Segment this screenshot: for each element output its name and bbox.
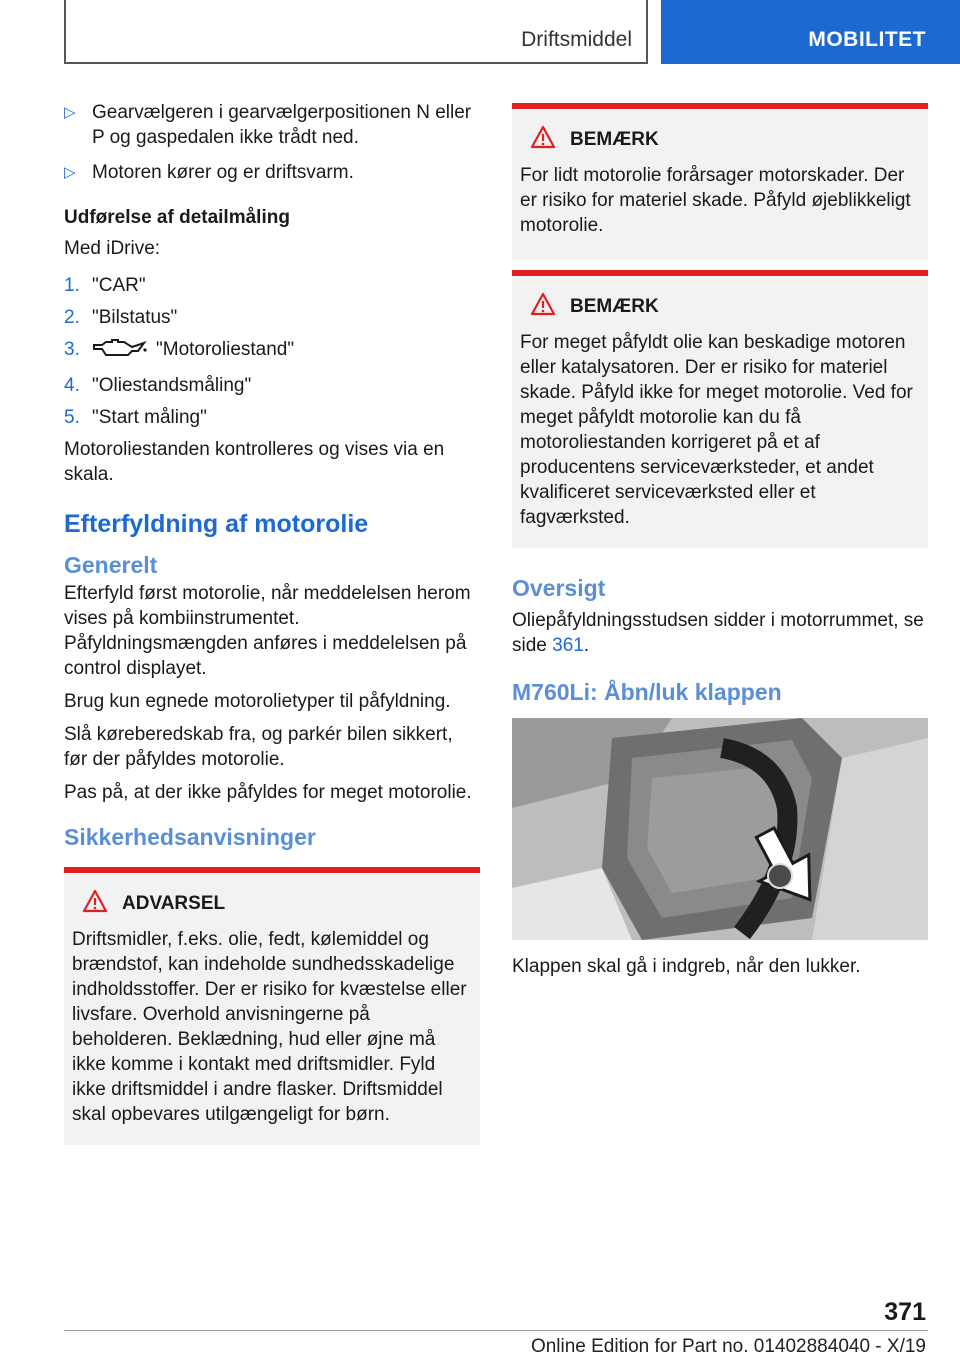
bullet-item xyxy=(64,160,480,185)
triangle-bullet-icon: ▷ xyxy=(64,104,76,121)
notice-title: BEMÆRK xyxy=(570,296,659,317)
notice-title: BEMÆRK xyxy=(570,129,659,150)
general-paragraph: Efterfyld først motorolie, når meddelelsen herom vises på kombiinstrumentet. Påfyldningsmængden anføres i meddelelsen på control displayet. xyxy=(64,583,471,679)
photo-caption: Klappen skal gå i indgreb, når den lukker. xyxy=(512,956,861,977)
warning-body: Driftsmidler, f.eks. olie, fedt, kølemiddel og brændstof, kan indeholde sundhedsskadelige indholdsstoffer. Der er risiko for kvæstelse eller livsfare. Overhold anvisningerne på beholderen. Beklædning, hud eller øjne må ikke komme i kontakt med driftsmidler. Fyld ikke driftsmiddel i andre flasker. Driftsmiddel skal opbevares utilgængeligt for børn. xyxy=(72,929,467,1125)
step-item xyxy=(64,305,480,330)
main-heading: Efterfyldning af motorolie xyxy=(64,510,369,538)
overview-period: . xyxy=(583,635,590,656)
m760-heading: M760Li: Åbn/luk klappen xyxy=(512,679,782,705)
warning-triangle-icon xyxy=(530,125,570,155)
header-chapter-tab[interactable] xyxy=(661,0,960,64)
idrive-intro: Med iDrive: xyxy=(64,238,161,259)
footer-edition: Online Edition for Part no. 01402884040 - X/19 xyxy=(530,1336,926,1357)
general-paragraph: Slå køreberedskab fra, og parkér bilen sikkert, før der påfyldes motorolie. xyxy=(64,724,453,770)
result-text: Motoroliestanden kontrolleres og vises via en skala. xyxy=(64,439,445,485)
overview-heading: Oversigt xyxy=(512,575,606,601)
step-item xyxy=(64,405,480,430)
overview-text xyxy=(512,608,928,658)
right-column xyxy=(512,103,928,987)
step-item xyxy=(64,373,480,398)
left-column xyxy=(64,100,480,1155)
header-chapter-label: MOBILITET xyxy=(808,28,926,51)
header-section-title: Driftsmiddel xyxy=(521,28,632,51)
warning-box xyxy=(64,867,480,1145)
engine-bay-illustration xyxy=(512,718,928,940)
header-section-box xyxy=(64,0,648,64)
notice-body: For lidt motorolie forårsager motorskader. Der er risiko for materiel skade. Påfyld øjeblikkeligt motorolie. xyxy=(520,165,911,236)
notice-title-row xyxy=(520,292,920,322)
page-link[interactable]: 361 xyxy=(552,635,584,656)
step-text: "Start måling" xyxy=(92,407,207,428)
step-text: "Motoroliestand" xyxy=(156,339,295,360)
general-paragraph: Pas på, at der ikke påfyldes for meget motorolie. xyxy=(64,782,472,803)
notice-title-row xyxy=(520,125,920,155)
page-number: 371 xyxy=(884,1298,926,1326)
step-number: 1. xyxy=(64,275,80,296)
engine-bay-photo xyxy=(512,718,928,940)
step-text: "CAR" xyxy=(92,275,146,296)
oil-can-icon xyxy=(92,337,148,366)
bullet-text: Gearvælgeren i gearvælgerpositionen N eller P og gaspedalen ikke trådt ned. xyxy=(92,102,472,148)
notice-body: For meget påfyldt olie kan beskadige motoren eller katalysatoren. Der er risiko for materiel skade. Påfyld ikke for meget motorolie. Ved for meget påfyldt motorolie kan du få motoroliestanden korrigeret på et af producentens serviceværksteder, et andet kvalificeret serviceværksted eller et fagværksted. xyxy=(520,332,913,528)
general-heading: Generelt xyxy=(64,552,158,578)
warning-triangle-icon xyxy=(530,292,570,322)
general-paragraph: Brug kun egnede motorolietyper til påfyldning. xyxy=(64,691,451,712)
step-text: "Oliestandsmåling" xyxy=(92,375,252,396)
triangle-bullet-icon: ▷ xyxy=(64,164,76,181)
notice-box xyxy=(512,103,928,260)
warning-title: ADVARSEL xyxy=(122,893,226,914)
bullet-text: Motoren kører og er driftsvarm. xyxy=(92,162,354,183)
safety-heading: Sikkerhedsanvisninger xyxy=(64,824,316,850)
bullet-item xyxy=(64,100,480,150)
warning-title-row xyxy=(72,889,472,919)
step-item xyxy=(64,337,480,366)
overview-sentence: Oliepåfyldningsstudsen sidder i motorrummet, se side xyxy=(512,610,924,656)
step-item xyxy=(64,273,480,298)
step-number: 4. xyxy=(64,375,80,396)
warning-triangle-icon xyxy=(82,889,122,919)
detail-heading: Udførelse af detailmåling xyxy=(64,207,290,228)
step-number: 5. xyxy=(64,407,80,428)
notice-box xyxy=(512,270,928,548)
step-number: 2. xyxy=(64,307,80,328)
step-number: 3. xyxy=(64,339,80,360)
footer-divider xyxy=(64,1330,928,1331)
step-text: "Bilstatus" xyxy=(92,307,178,328)
